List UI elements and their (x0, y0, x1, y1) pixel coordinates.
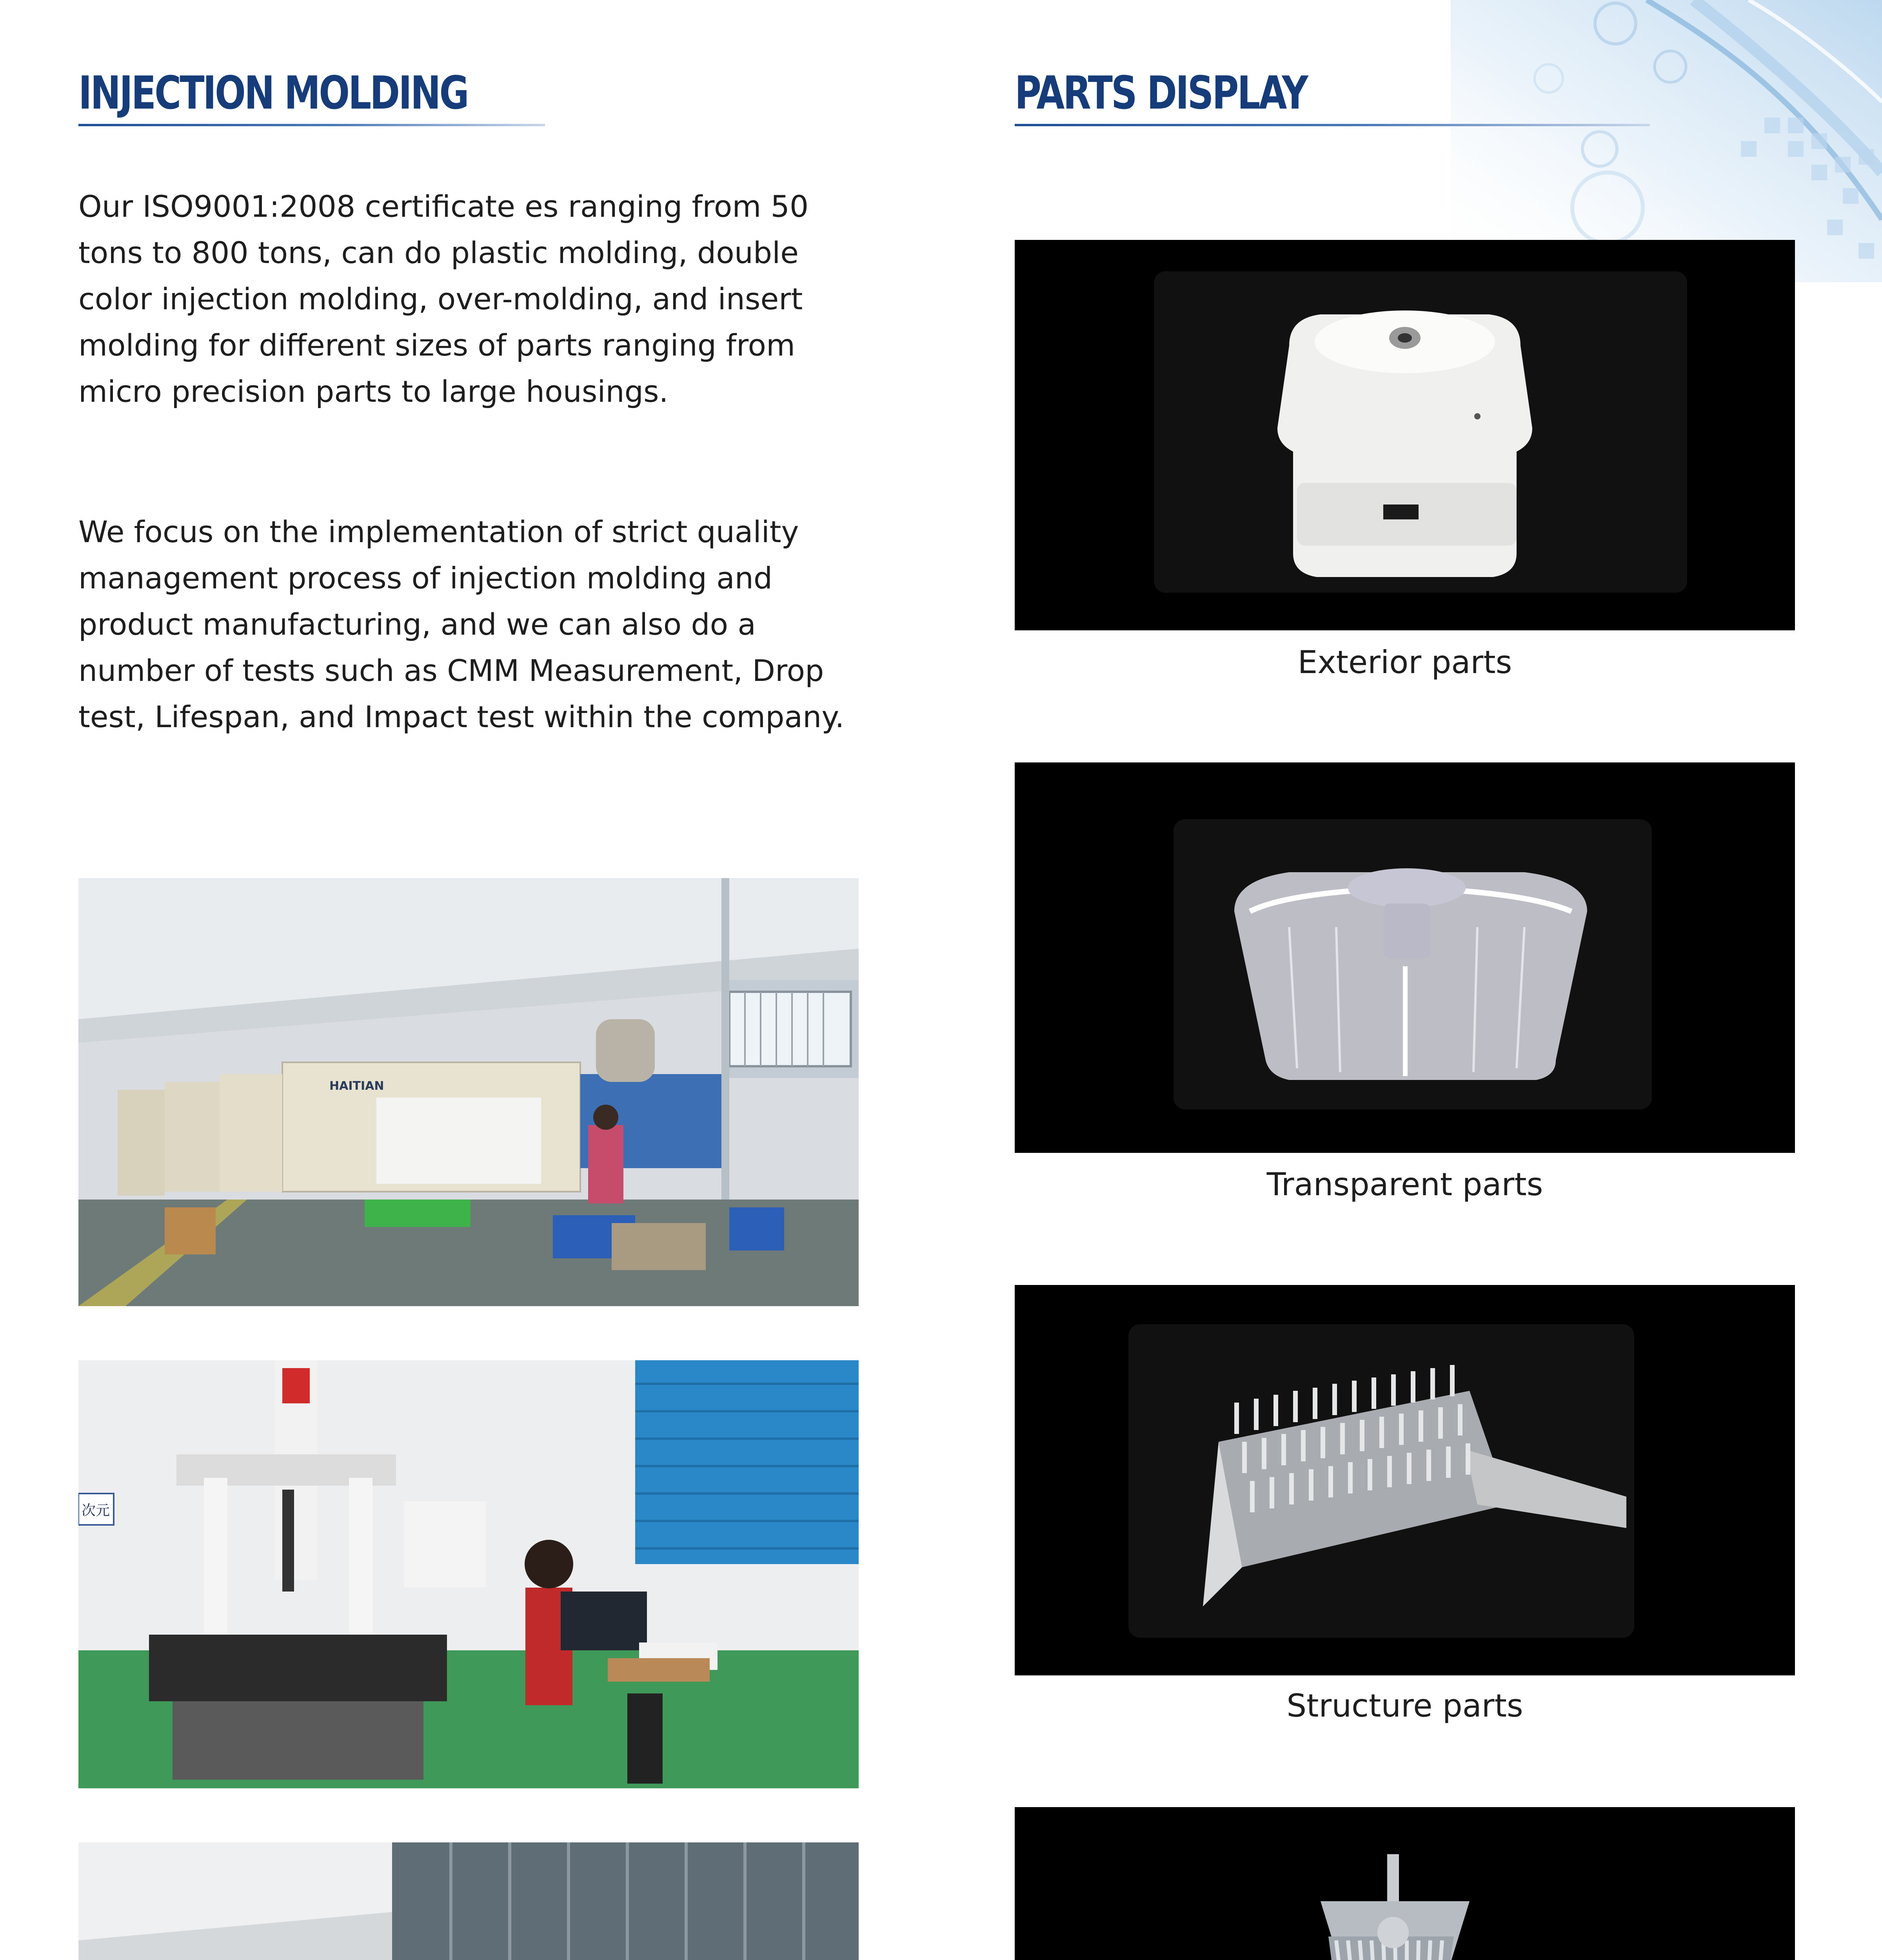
title-underline (78, 124, 545, 126)
injection-molding-title: INJECTION MOLDING (78, 67, 468, 120)
quality-paragraph: We focus on the implementation of strict quality management process of injection molding and product manufacturing, and we can also do a number of tests such as CMM Measurement, Drop test, Lifespan, and Impact test within the company. (78, 514, 845, 734)
structure-parts-image (1015, 1285, 1795, 1675)
transparent-parts-caption: Transparent parts (1266, 1166, 1543, 1203)
cmm-measurement-photo (78, 1360, 859, 1788)
transparent-parts-image (1015, 762, 1795, 1153)
intro-paragraph: Our ISO9001:2008 certificate es ranging from 50 tons to 800 tons, can do plastic molding, double color injection molding, over-molding, and insert molding for different sizes of parts ranging from micro precision parts to large housings. (78, 189, 809, 409)
wall-sign-label: 次元 (82, 1503, 110, 1519)
parts-display-title: PARTS DISPLAY (1015, 67, 1307, 120)
title-underline (1015, 124, 1650, 126)
structure-parts-caption: Structure parts (1286, 1688, 1523, 1724)
factory-floor-photo (78, 878, 859, 1306)
exterior-parts-caption: Exterior parts (1297, 644, 1512, 681)
exterior-parts-image (1015, 240, 1795, 630)
molding-line-photo (78, 1842, 859, 1960)
machine-brand-label: HAITIAN (329, 1079, 384, 1093)
engineering-parts-image (1015, 1807, 1795, 1960)
